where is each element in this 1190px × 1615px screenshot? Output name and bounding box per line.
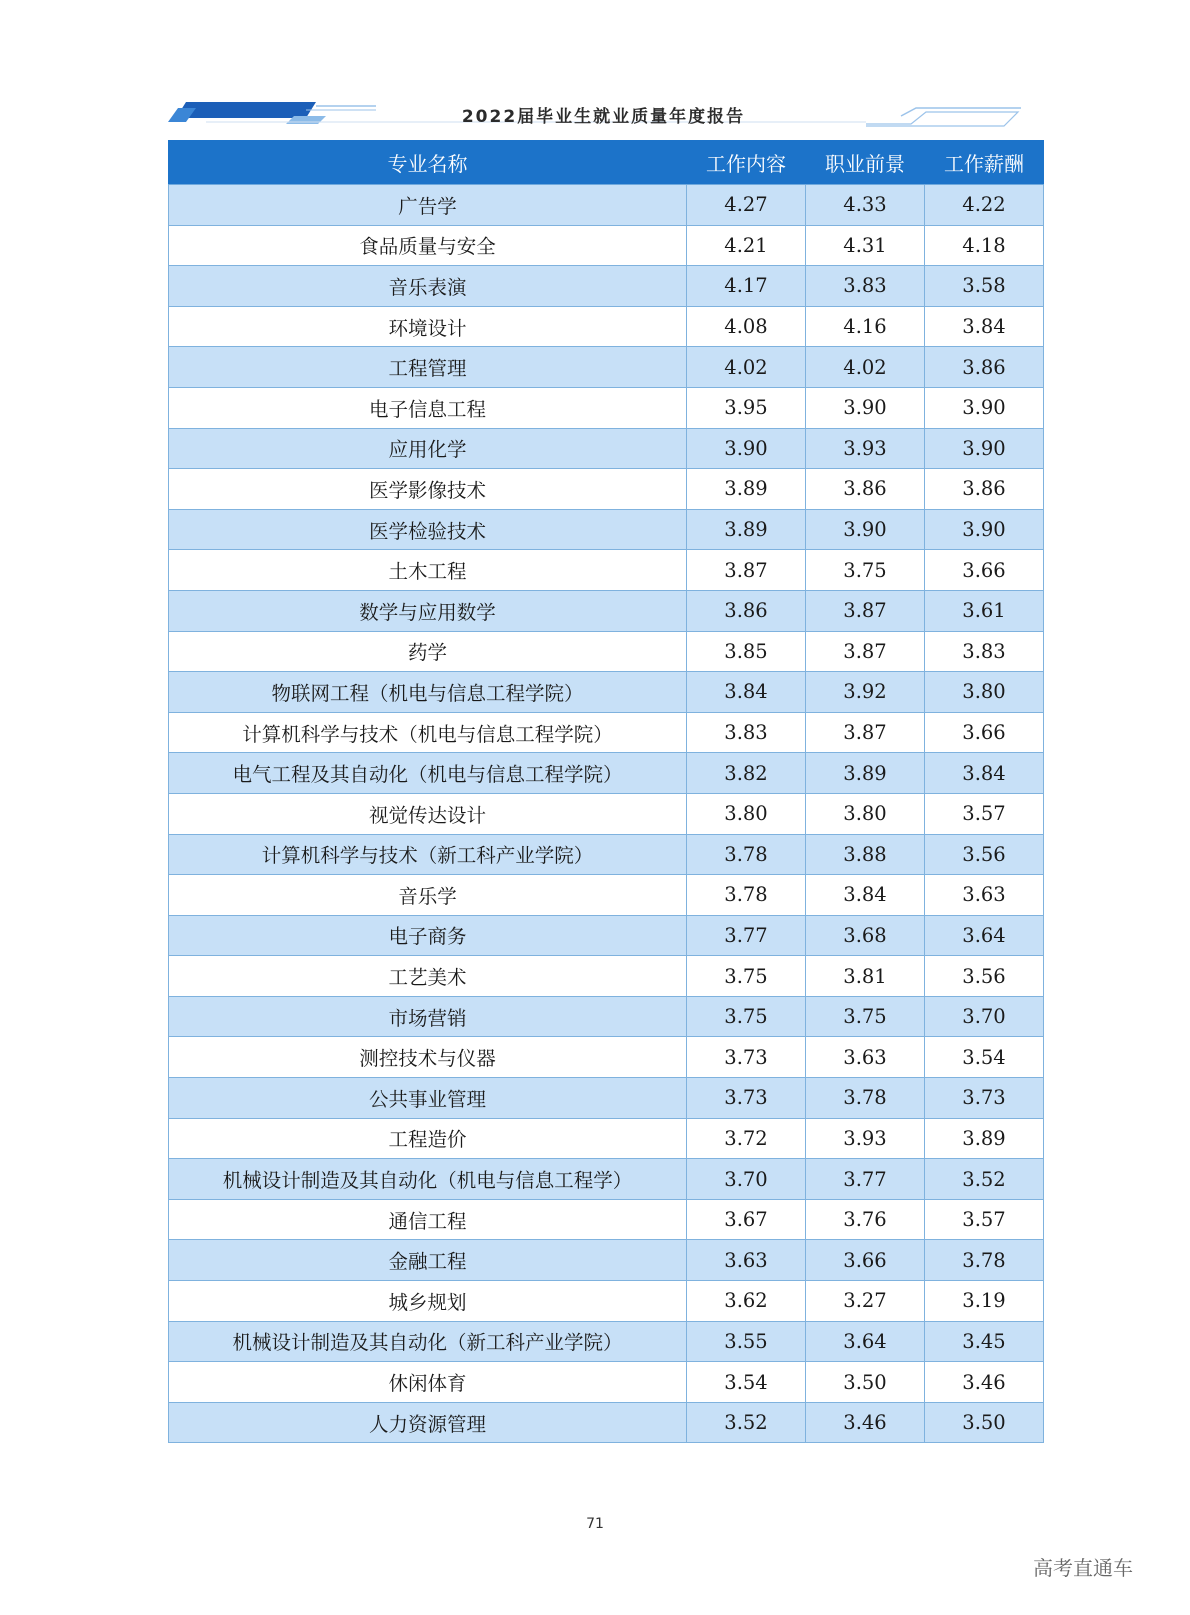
cell-career-prospect: 3.78 xyxy=(806,1078,925,1119)
cell-career-prospect: 4.33 xyxy=(806,185,925,226)
table-row xyxy=(169,1402,1044,1443)
cell-work-content: 3.89 xyxy=(687,469,806,510)
cell-work-content: 3.73 xyxy=(687,1078,806,1119)
table-body xyxy=(169,185,1044,1443)
cell-salary: 3.57 xyxy=(925,793,1044,834)
table-row xyxy=(169,1362,1044,1403)
cell-work-content: 3.78 xyxy=(687,834,806,875)
cell-work-content: 3.78 xyxy=(687,875,806,916)
cell-major-name: 视觉传达设计 xyxy=(169,793,687,834)
cell-salary: 3.63 xyxy=(925,875,1044,916)
cell-work-content: 3.86 xyxy=(687,590,806,631)
cell-career-prospect: 3.76 xyxy=(806,1199,925,1240)
cell-career-prospect: 3.90 xyxy=(806,387,925,428)
cell-career-prospect: 3.87 xyxy=(806,712,925,753)
cell-work-content: 3.54 xyxy=(687,1362,806,1403)
cell-salary: 3.80 xyxy=(925,672,1044,713)
table-row xyxy=(169,793,1044,834)
cell-salary: 3.66 xyxy=(925,712,1044,753)
cell-major-name: 电子信息工程 xyxy=(169,387,687,428)
cell-salary: 3.90 xyxy=(925,387,1044,428)
cell-work-content: 3.77 xyxy=(687,915,806,956)
cell-work-content: 3.73 xyxy=(687,1037,806,1078)
table-row xyxy=(169,1037,1044,1078)
cell-major-name: 计算机科学与技术（机电与信息工程学院） xyxy=(169,712,687,753)
column-header-work-content: 工作内容 xyxy=(687,141,806,185)
cell-salary: 4.18 xyxy=(925,225,1044,266)
cell-career-prospect: 3.27 xyxy=(806,1281,925,1322)
cell-work-content: 3.83 xyxy=(687,712,806,753)
table-row xyxy=(169,996,1044,1037)
cell-work-content: 3.52 xyxy=(687,1402,806,1443)
cell-career-prospect: 3.81 xyxy=(806,956,925,997)
cell-work-content: 3.75 xyxy=(687,956,806,997)
table-row xyxy=(169,1159,1044,1200)
cell-salary: 3.89 xyxy=(925,1118,1044,1159)
cell-work-content: 4.17 xyxy=(687,266,806,307)
cell-salary: 3.54 xyxy=(925,1037,1044,1078)
cell-major-name: 工程造价 xyxy=(169,1118,687,1159)
cell-career-prospect: 3.84 xyxy=(806,875,925,916)
table-row xyxy=(169,631,1044,672)
cell-work-content: 3.90 xyxy=(687,428,806,469)
cell-major-name: 公共事业管理 xyxy=(169,1078,687,1119)
cell-salary: 3.50 xyxy=(925,1402,1044,1443)
table-row xyxy=(169,428,1044,469)
table-row xyxy=(169,915,1044,956)
column-header-major: 专业名称 xyxy=(169,141,687,185)
table-row xyxy=(169,387,1044,428)
cell-salary: 3.57 xyxy=(925,1199,1044,1240)
cell-salary: 3.46 xyxy=(925,1362,1044,1403)
table-row xyxy=(169,590,1044,631)
cell-career-prospect: 3.46 xyxy=(806,1402,925,1443)
table-row xyxy=(169,1281,1044,1322)
major-satisfaction-table xyxy=(168,140,1044,1443)
cell-salary: 3.70 xyxy=(925,996,1044,1037)
cell-salary: 3.52 xyxy=(925,1159,1044,1200)
cell-major-name: 音乐学 xyxy=(169,875,687,916)
cell-career-prospect: 4.02 xyxy=(806,347,925,388)
cell-career-prospect: 3.92 xyxy=(806,672,925,713)
table-row xyxy=(169,672,1044,713)
table-row xyxy=(169,509,1044,550)
table-row xyxy=(169,469,1044,510)
cell-career-prospect: 3.75 xyxy=(806,996,925,1037)
cell-career-prospect: 3.90 xyxy=(806,509,925,550)
report-title: 2022届毕业生就业质量年度报告 xyxy=(461,107,746,127)
cell-major-name: 应用化学 xyxy=(169,428,687,469)
cell-work-content: 3.95 xyxy=(687,387,806,428)
table-row xyxy=(169,834,1044,875)
cell-major-name: 药学 xyxy=(169,631,687,672)
cell-salary: 3.61 xyxy=(925,590,1044,631)
cell-career-prospect: 3.87 xyxy=(806,590,925,631)
cell-major-name: 休闲体育 xyxy=(169,1362,687,1403)
table-row xyxy=(169,306,1044,347)
cell-major-name: 城乡规划 xyxy=(169,1281,687,1322)
table-row xyxy=(169,1321,1044,1362)
table-header-row xyxy=(169,141,1044,185)
cell-career-prospect: 3.63 xyxy=(806,1037,925,1078)
cell-salary: 3.90 xyxy=(925,428,1044,469)
cell-salary: 3.86 xyxy=(925,347,1044,388)
cell-major-name: 计算机科学与技术（新工科产业学院） xyxy=(169,834,687,875)
watermark: 高考直通车 xyxy=(1033,1556,1133,1580)
cell-career-prospect: 3.87 xyxy=(806,631,925,672)
table-row xyxy=(169,753,1044,794)
cell-work-content: 3.84 xyxy=(687,672,806,713)
cell-work-content: 3.62 xyxy=(687,1281,806,1322)
cell-salary: 3.90 xyxy=(925,509,1044,550)
cell-career-prospect: 3.68 xyxy=(806,915,925,956)
cell-career-prospect: 3.66 xyxy=(806,1240,925,1281)
cell-salary: 3.73 xyxy=(925,1078,1044,1119)
cell-major-name: 物联网工程（机电与信息工程学院） xyxy=(169,672,687,713)
cell-salary: 3.19 xyxy=(925,1281,1044,1322)
cell-salary: 3.83 xyxy=(925,631,1044,672)
cell-career-prospect: 3.88 xyxy=(806,834,925,875)
cell-salary: 3.84 xyxy=(925,753,1044,794)
cell-major-name: 人力资源管理 xyxy=(169,1402,687,1443)
cell-major-name: 土木工程 xyxy=(169,550,687,591)
cell-salary: 3.66 xyxy=(925,550,1044,591)
cell-major-name: 电子商务 xyxy=(169,915,687,956)
cell-major-name: 食品质量与安全 xyxy=(169,225,687,266)
cell-major-name: 测控技术与仪器 xyxy=(169,1037,687,1078)
cell-work-content: 3.55 xyxy=(687,1321,806,1362)
cell-major-name: 数学与应用数学 xyxy=(169,590,687,631)
table-row xyxy=(169,266,1044,307)
cell-work-content: 3.67 xyxy=(687,1199,806,1240)
table-row xyxy=(169,185,1044,226)
cell-work-content: 3.80 xyxy=(687,793,806,834)
cell-career-prospect: 3.86 xyxy=(806,469,925,510)
table-row xyxy=(169,1118,1044,1159)
cell-major-name: 医学影像技术 xyxy=(169,469,687,510)
cell-salary: 3.64 xyxy=(925,915,1044,956)
cell-major-name: 工程管理 xyxy=(169,347,687,388)
cell-work-content: 4.02 xyxy=(687,347,806,388)
cell-career-prospect: 3.75 xyxy=(806,550,925,591)
cell-salary: 3.84 xyxy=(925,306,1044,347)
table-row xyxy=(169,1240,1044,1281)
cell-work-content: 3.89 xyxy=(687,509,806,550)
cell-salary: 3.58 xyxy=(925,266,1044,307)
table-row xyxy=(169,956,1044,997)
cell-career-prospect: 3.50 xyxy=(806,1362,925,1403)
cell-major-name: 通信工程 xyxy=(169,1199,687,1240)
cell-major-name: 工艺美术 xyxy=(169,956,687,997)
cell-major-name: 环境设计 xyxy=(169,306,687,347)
column-header-salary: 工作薪酬 xyxy=(925,141,1044,185)
cell-work-content: 3.75 xyxy=(687,996,806,1037)
cell-salary: 4.22 xyxy=(925,185,1044,226)
cell-career-prospect: 4.16 xyxy=(806,306,925,347)
cell-salary: 3.78 xyxy=(925,1240,1044,1281)
cell-major-name: 医学检验技术 xyxy=(169,509,687,550)
cell-major-name: 广告学 xyxy=(169,185,687,226)
page-number: 71 xyxy=(586,1516,604,1532)
table-row xyxy=(169,550,1044,591)
cell-work-content: 3.82 xyxy=(687,753,806,794)
cell-work-content: 4.27 xyxy=(687,185,806,226)
cell-salary: 3.56 xyxy=(925,956,1044,997)
cell-career-prospect: 3.89 xyxy=(806,753,925,794)
table-row xyxy=(169,712,1044,753)
cell-career-prospect: 3.77 xyxy=(806,1159,925,1200)
cell-work-content: 3.72 xyxy=(687,1118,806,1159)
cell-career-prospect: 3.93 xyxy=(806,428,925,469)
cell-work-content: 4.21 xyxy=(687,225,806,266)
cell-major-name: 市场营销 xyxy=(169,996,687,1037)
table-row xyxy=(169,225,1044,266)
table-row xyxy=(169,1199,1044,1240)
table-row xyxy=(169,875,1044,916)
cell-career-prospect: 4.31 xyxy=(806,225,925,266)
cell-career-prospect: 3.80 xyxy=(806,793,925,834)
cell-major-name: 机械设计制造及其自动化（新工科产业学院） xyxy=(169,1321,687,1362)
cell-work-content: 3.87 xyxy=(687,550,806,591)
cell-major-name: 机械设计制造及其自动化（机电与信息工程学） xyxy=(169,1159,687,1200)
cell-career-prospect: 3.83 xyxy=(806,266,925,307)
cell-major-name: 音乐表演 xyxy=(169,266,687,307)
report-header xyxy=(166,96,1041,132)
table-row xyxy=(169,1078,1044,1119)
cell-work-content: 4.08 xyxy=(687,306,806,347)
table-row xyxy=(169,347,1044,388)
cell-salary: 3.45 xyxy=(925,1321,1044,1362)
cell-work-content: 3.70 xyxy=(687,1159,806,1200)
cell-salary: 3.56 xyxy=(925,834,1044,875)
cell-salary: 3.86 xyxy=(925,469,1044,510)
column-header-career-prospect: 职业前景 xyxy=(806,141,925,185)
cell-career-prospect: 3.64 xyxy=(806,1321,925,1362)
cell-career-prospect: 3.93 xyxy=(806,1118,925,1159)
cell-major-name: 金融工程 xyxy=(169,1240,687,1281)
cell-work-content: 3.85 xyxy=(687,631,806,672)
cell-major-name: 电气工程及其自动化（机电与信息工程学院） xyxy=(169,753,687,794)
cell-work-content: 3.63 xyxy=(687,1240,806,1281)
